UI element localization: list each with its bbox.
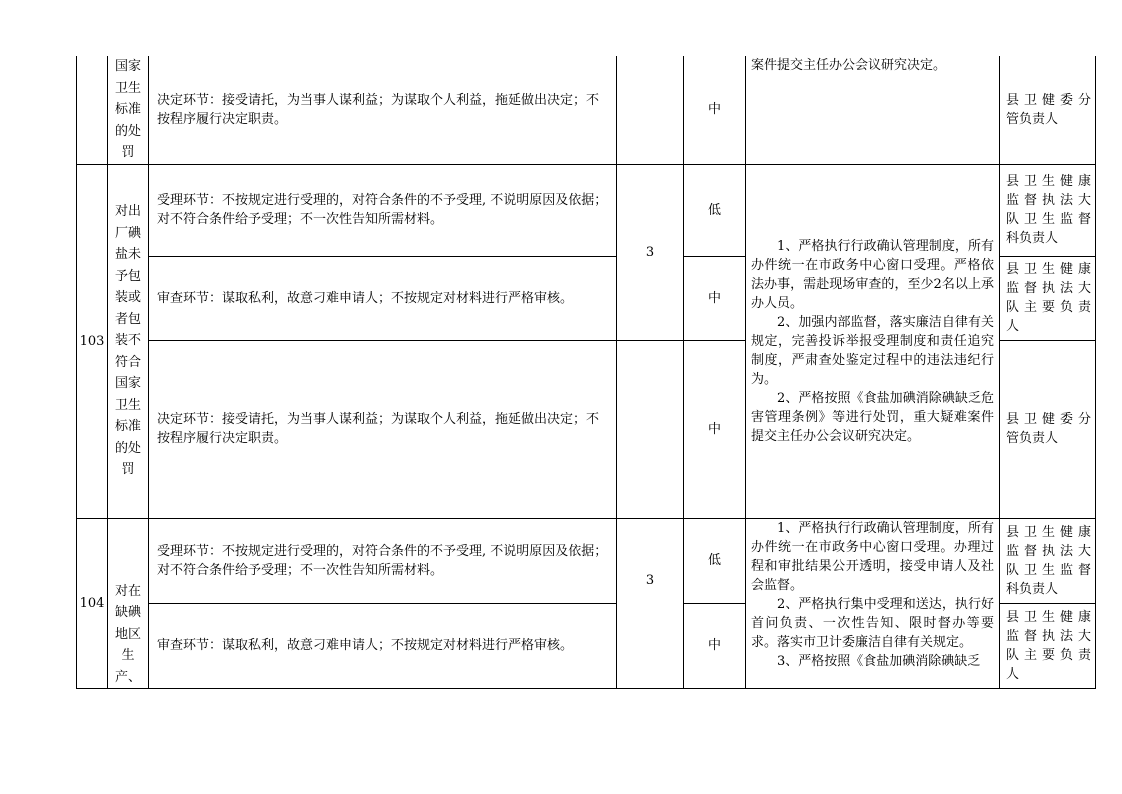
item-number bbox=[77, 56, 108, 164]
score-cell bbox=[617, 56, 684, 164]
risk-level: 中 bbox=[684, 603, 746, 688]
prevention-measures: 案件提交主任办公会议研究决定。 bbox=[746, 56, 1000, 164]
item-subject: 对在缺碘地区生产、 bbox=[108, 518, 149, 689]
score-cell: 3 bbox=[617, 518, 684, 689]
risk-level: 中 bbox=[684, 56, 746, 164]
risk-level: 低 bbox=[684, 164, 746, 256]
risk-point: 受理环节：不按规定进行受理的，对符合条件的不予受理, 不说明原因及依据；对不符合条件给予受理；不一次性告知所需材料。 bbox=[149, 164, 617, 256]
item-number: 103 bbox=[77, 164, 108, 518]
responsible-person: 县卫健委分 管负责人 bbox=[1000, 56, 1096, 164]
risk-level: 低 bbox=[684, 518, 746, 603]
score-cell bbox=[617, 340, 684, 518]
prevention-measures: 1、严格执行行政确认管理制度，所有办件统一在市政务中心窗口受理。办理过程和审批结果公开透明，接受申请人及社会监督。 2、严格执行集中受理和送达，执行好首问负责、一次性告知、限时督办等要求。落实市卫计委廉洁自律有关规定。 3、严格按照《食盐加碘消除碘缺乏 bbox=[746, 518, 1000, 689]
risk-level: 中 bbox=[684, 256, 746, 340]
responsible-person: 县卫生健康 监督执法大 队卫生监督 科负责人 bbox=[1000, 164, 1096, 256]
risk-point: 审查环节：谋取私利，故意刁难申请人；不按规定对材料进行严格审核。 bbox=[149, 256, 617, 340]
responsible-person: 县卫生健康 监督执法大 队主要负责 人 bbox=[1000, 603, 1096, 688]
table-row bbox=[77, 518, 1096, 603]
table-row bbox=[77, 164, 1096, 256]
risk-point: 决定环节：接受请托，为当事人谋利益；为谋取个人利益，拖延做出决定；不按程序履行决定职责。 bbox=[149, 340, 617, 518]
risk-table bbox=[76, 56, 1096, 689]
score-cell: 3 bbox=[617, 164, 684, 340]
item-subject: 对出厂碘盐未予包装或者包装不符合国家卫生标准的处罚 bbox=[108, 164, 149, 518]
responsible-person: 县卫生健康 监督执法大 队主要负责 人 bbox=[1000, 256, 1096, 340]
risk-point: 决定环节：接受请托，为当事人谋利益；为谋取个人利益，拖延做出决定；不按程序履行决定职责。 bbox=[149, 56, 617, 164]
prevention-measures: 1、严格执行行政确认管理制度，所有办件统一在市政务中心窗口受理。严格依法办事，需赴现场审查的，至少2名以上承办人员。 2、加强内部监督，落实廉洁自律有关规定，完善投诉举报受理制度和责任追究制度，严肃查处鉴定过程中的违法违纪行为。 2、严格按照《食盐加碘消除碘缺乏危害管理条例》等进行处罚，重大疑难案件提交主任办公会议研究决定。 bbox=[746, 164, 1000, 518]
table-row bbox=[77, 56, 1096, 164]
risk-level: 中 bbox=[684, 340, 746, 518]
responsible-person: 县卫健委分 管负责人 bbox=[1000, 340, 1096, 518]
item-subject: 国家卫生标准的处罚 bbox=[108, 56, 149, 164]
risk-point: 受理环节：不按规定进行受理的，对符合条件的不予受理, 不说明原因及依据；对不符合条件给予受理；不一次性告知所需材料。 bbox=[149, 518, 617, 603]
responsible-person: 县卫生健康 监督执法大 队卫生监督 科负责人 bbox=[1000, 518, 1096, 603]
risk-point: 审查环节：谋取私利，故意刁难申请人；不按规定对材料进行严格审核。 bbox=[149, 603, 617, 688]
item-number: 104 bbox=[77, 518, 108, 689]
